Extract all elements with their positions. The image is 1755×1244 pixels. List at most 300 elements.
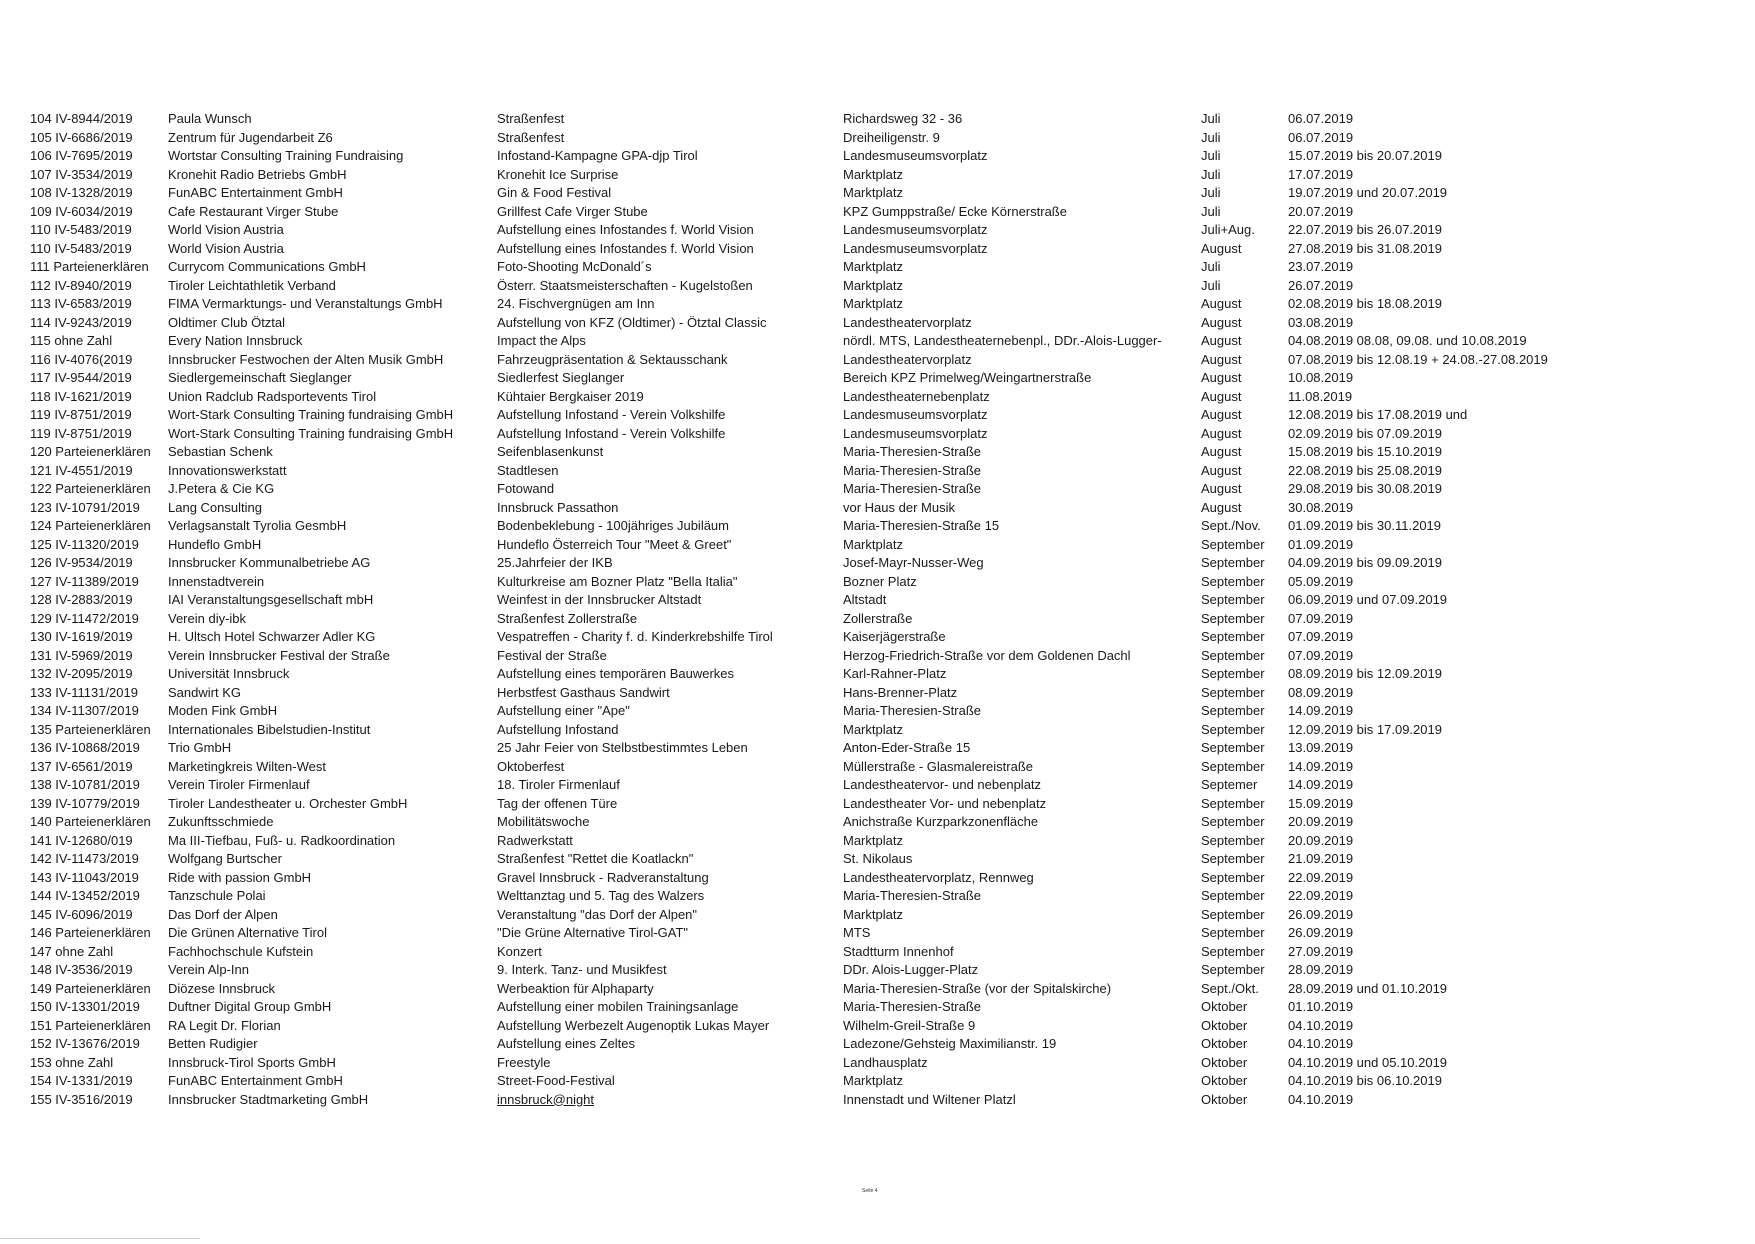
table-row — [30, 295, 1608, 314]
events-table-body — [30, 110, 1608, 1109]
entry-number-cell: 130 IV-1619/2019 — [30, 629, 133, 644]
table-row — [30, 351, 1608, 370]
event-name-cell: Infostand-Kampagne GPA-djp Tirol — [497, 148, 698, 163]
event-name-cell: Aufstellung eines Zeltes — [497, 1036, 636, 1051]
location-cell: Landestheaternebenplatz — [843, 388, 990, 404]
location-cell: Maria-Theresien-Straße 15 — [843, 518, 1000, 533]
table-row — [30, 406, 1608, 425]
location-cell: Landestheatervor- und nebenplatz — [843, 777, 1042, 792]
month-cell: September — [1201, 758, 1265, 774]
event-name-cell: Straßenfest "Rettet die Koatlackn" — [497, 851, 694, 866]
table-row — [30, 924, 1608, 943]
table-row — [30, 110, 1608, 129]
organizer-cell: Innenstadtverein — [168, 573, 265, 589]
date-cell: 06.07.2019 — [1288, 111, 1354, 126]
month-cell: September — [1201, 647, 1265, 663]
month-cell: Septemer — [1201, 777, 1258, 792]
entry-number-cell: 110 IV-5483/2019 — [30, 222, 132, 237]
date-cell: 27.09.2019 — [1288, 943, 1354, 959]
table-row — [30, 203, 1608, 222]
date-cell: 07.09.2019 — [1288, 610, 1354, 626]
event-name-cell: Vespatreffen - Charity f. d. Kinderkrebshilfe Tirol — [497, 629, 773, 644]
organizer-cell: Hundeflo GmbH — [168, 536, 262, 552]
event-name-cell: Aufstellung einer mobilen Trainingsanlage — [497, 999, 739, 1014]
month-cell: Juli — [1201, 203, 1221, 219]
month-cell: September — [1201, 943, 1265, 959]
date-cell: 20.07.2019 — [1288, 203, 1354, 219]
entry-number-cell: 121 IV-4551/2019 — [30, 462, 133, 478]
event-name-cell: Grillfest Cafe Virger Stube — [497, 203, 648, 219]
organizer-cell: Moden Fink GmbH — [168, 703, 278, 718]
month-cell: Oktober — [1201, 1017, 1248, 1033]
table-row — [30, 758, 1608, 777]
date-cell: 28.09.2019 und 01.10.2019 — [1288, 980, 1448, 996]
entry-number-cell: 134 IV-11307/2019 — [30, 703, 139, 718]
month-cell: Juli — [1201, 129, 1221, 145]
location-cell: Kaiserjägerstraße — [843, 629, 946, 644]
organizer-cell: Lang Consulting — [168, 499, 262, 515]
event-name-cell: Gravel Innsbruck - Radveranstaltung — [497, 869, 709, 885]
entry-number-cell: 145 IV-6096/2019 — [30, 906, 133, 922]
table-row — [30, 166, 1608, 185]
organizer-cell: Zentrum für Jugendarbeit Z6 — [168, 129, 333, 145]
entry-number-cell: 149 Parteienerklären — [30, 980, 151, 996]
location-cell: Marktplatz — [843, 906, 903, 922]
event-name-cell: Bodenbeklebung - 100jähriges Jubiläum — [497, 518, 729, 533]
organizer-cell: RA Legit Dr. Florian — [168, 1017, 281, 1033]
event-name-cell: Gin & Food Festival — [497, 185, 612, 200]
month-cell: September — [1201, 573, 1265, 589]
entry-number-cell: 152 IV-13676/2019 — [30, 1036, 140, 1051]
month-cell: Juli — [1201, 185, 1221, 200]
location-cell: Dreiheiligenstr. 9 — [843, 129, 940, 145]
event-name-cell: 24. Fischvergnügen am Inn — [497, 296, 655, 311]
date-cell: 07.09.2019 — [1288, 629, 1354, 644]
event-name-cell: Innsbruck Passathon — [497, 499, 619, 515]
date-cell: 06.09.2019 und 07.09.2019 — [1288, 592, 1448, 607]
month-cell: August — [1201, 240, 1242, 256]
month-cell: September — [1201, 740, 1265, 755]
organizer-cell: Tanzschule Polai — [168, 888, 266, 903]
entry-number-cell: 151 Parteienerklären — [30, 1017, 151, 1033]
month-cell: September — [1201, 869, 1265, 885]
table-row — [30, 980, 1608, 999]
entry-number-cell: 112 IV-8940/2019 — [30, 277, 132, 293]
entry-number-cell: 119 IV-8751/2019 — [30, 407, 132, 422]
event-name-cell: Aufstellung Infostand - Verein Volkshilfe — [497, 407, 726, 422]
organizer-cell: World Vision Austria — [168, 222, 284, 237]
event-name-cell: Kühtaier Bergkaiser 2019 — [497, 388, 644, 404]
date-cell: 02.08.2019 bis 18.08.2019 — [1288, 296, 1442, 311]
location-cell: Maria-Theresien-Straße — [843, 703, 981, 718]
location-cell: Marktplatz — [843, 1073, 903, 1088]
table-row — [30, 998, 1608, 1017]
table-row — [30, 554, 1608, 573]
location-cell: Maria-Theresien-Straße (vor der Spitalskirche) — [843, 980, 1112, 996]
organizer-cell: IAI Veranstaltungsgesellschaft mbH — [168, 592, 374, 607]
entry-number-cell: 122 Parteienerklären — [30, 481, 151, 496]
location-cell: Landesmuseumsvorplatz — [843, 222, 988, 237]
organizer-cell: Verlagsanstalt Tyrolia GesmbH — [168, 518, 347, 533]
month-cell: Juli — [1201, 259, 1221, 274]
month-cell: Oktober — [1201, 1073, 1248, 1088]
organizer-cell: Zukunftsschmiede — [168, 814, 274, 829]
month-cell: September — [1201, 629, 1265, 644]
entry-number-cell: 105 IV-6686/2019 — [30, 129, 133, 145]
entry-number-cell: 104 IV-8944/2019 — [30, 111, 133, 126]
table-row — [30, 573, 1608, 592]
entry-number-cell: 116 IV-4076(2019 — [30, 351, 133, 367]
date-cell: 04.10.2019 — [1288, 1091, 1354, 1107]
table-row — [30, 184, 1608, 203]
entry-number-cell: 107 IV-3534/2019 — [30, 166, 133, 182]
organizer-cell: Betten Rudigier — [168, 1036, 258, 1051]
location-cell: Landestheatervorplatz — [843, 351, 972, 367]
date-cell: 14.09.2019 — [1288, 777, 1354, 792]
date-cell: 04.09.2019 bis 09.09.2019 — [1288, 555, 1442, 570]
month-cell: September — [1201, 814, 1265, 829]
organizer-cell: Universität Innsbruck — [168, 666, 290, 681]
date-cell: 28.09.2019 — [1288, 962, 1354, 977]
month-cell: September — [1201, 925, 1265, 940]
date-cell: 27.08.2019 bis 31.08.2019 — [1288, 240, 1442, 256]
date-cell: 22.09.2019 — [1288, 888, 1354, 903]
date-cell: 04.10.2019 und 05.10.2019 — [1288, 1054, 1448, 1070]
month-cell: September — [1201, 795, 1265, 811]
date-cell: 12.08.2019 bis 17.08.2019 und — [1288, 407, 1468, 422]
date-cell: 01.10.2019 — [1288, 999, 1354, 1014]
location-cell: Ladezone/Gehsteig Maximilianstr. 19 — [843, 1036, 1057, 1051]
location-cell: Innenstadt und Wiltener Platzl — [843, 1091, 1016, 1107]
date-cell: 15.09.2019 — [1288, 795, 1354, 811]
table-row — [30, 887, 1608, 906]
location-cell: Bereich KPZ Primelweg/Weingartnerstraße — [843, 370, 1092, 385]
location-cell: Landhausplatz — [843, 1054, 928, 1070]
table-row — [30, 795, 1608, 814]
event-name-cell: Konzert — [497, 943, 542, 959]
entry-number-cell: 155 IV-3516/2019 — [30, 1091, 133, 1107]
location-cell: Richardsweg 32 - 36 — [843, 111, 963, 126]
month-cell: August — [1201, 481, 1242, 496]
month-cell: September — [1201, 610, 1265, 626]
entry-number-cell: 110 IV-5483/2019 — [30, 240, 132, 256]
event-name-cell: 25 Jahr Feier von Stelbstbestimmtes Leben — [497, 740, 748, 755]
organizer-cell: FunABC Entertainment GmbH — [168, 185, 343, 200]
events-table — [30, 110, 1608, 1109]
location-cell: Josef-Mayr-Nusser-Weg — [843, 555, 984, 570]
table-row — [30, 1017, 1608, 1036]
location-cell: Landesmuseumsvorplatz — [843, 407, 988, 422]
event-name-cell: Aufstellung Infostand — [497, 721, 619, 737]
event-name-cell: Herbstfest Gasthaus Sandwirt — [497, 684, 670, 700]
organizer-cell: Wort-Stark Consulting Training fundraising GmbH — [168, 425, 454, 441]
location-cell: Landestheatervorplatz, Rennweg — [843, 869, 1034, 885]
location-cell: Landesmuseumsvorplatz — [843, 240, 988, 256]
organizer-cell: Every Nation Innsbruck — [168, 333, 303, 348]
organizer-cell: Innovationswerkstatt — [168, 462, 287, 478]
location-cell: Maria-Theresien-Straße — [843, 888, 981, 903]
table-row — [30, 536, 1608, 555]
organizer-cell: Ride with passion GmbH — [168, 869, 312, 885]
month-cell: August — [1201, 370, 1242, 385]
event-name-cell: Werbeaktion für Alphaparty — [497, 980, 654, 996]
date-cell: 02.09.2019 bis 07.09.2019 — [1288, 425, 1442, 441]
organizer-cell: Tiroler Landestheater u. Orchester GmbH — [168, 795, 408, 811]
date-cell: 08.09.2019 bis 12.09.2019 — [1288, 666, 1442, 681]
date-cell: 20.09.2019 — [1288, 814, 1354, 829]
table-row — [30, 628, 1608, 647]
event-name-cell: Freestyle — [497, 1054, 551, 1070]
entry-number-cell: 141 IV-12680/019 — [30, 832, 133, 848]
event-name-cell: Aufstellung eines temporären Bauwerkes — [497, 666, 735, 681]
entry-number-cell: 143 IV-11043/2019 — [30, 869, 139, 885]
event-name-cell: Stadtlesen — [497, 462, 559, 478]
month-cell: Juli — [1201, 166, 1221, 182]
organizer-cell: Verein Innsbrucker Festival der Straße — [168, 647, 390, 663]
month-cell: September — [1201, 906, 1265, 922]
date-cell: 07.09.2019 — [1288, 647, 1354, 663]
organizer-cell: Diözese Innsbruck — [168, 980, 275, 996]
table-row — [30, 480, 1608, 499]
organizer-cell: Siedlergemeinschaft Sieglanger — [168, 370, 352, 385]
entry-number-cell: 127 IV-11389/2019 — [30, 573, 139, 589]
entry-number-cell: 131 IV-5969/2019 — [30, 647, 133, 663]
table-row — [30, 462, 1608, 481]
event-name-cell: Kulturkreise am Bozner Platz "Bella Italia" — [497, 573, 738, 589]
month-cell: September — [1201, 721, 1265, 737]
event-name-cell: Siedlerfest Sieglanger — [497, 370, 625, 385]
date-cell: 11.08.2019 — [1288, 388, 1353, 404]
location-cell: Marktplatz — [843, 166, 903, 182]
scan-edge-line — [0, 1238, 200, 1239]
date-cell: 04.10.2019 bis 06.10.2019 — [1288, 1073, 1442, 1088]
table-row — [30, 961, 1608, 980]
month-cell: August — [1201, 296, 1242, 311]
date-cell: 14.09.2019 — [1288, 758, 1354, 774]
event-name-cell: Seifenblasenkunst — [497, 444, 604, 459]
month-cell: September — [1201, 666, 1265, 681]
month-cell: September — [1201, 684, 1265, 700]
entry-number-cell: 124 Parteienerklären — [30, 518, 151, 533]
organizer-cell: Cafe Restaurant Virger Stube — [168, 203, 339, 219]
month-cell: September — [1201, 536, 1265, 552]
table-row — [30, 906, 1608, 925]
month-cell: August — [1201, 425, 1242, 441]
event-name-cell: Weinfest in der Innsbrucker Altstadt — [497, 592, 702, 607]
organizer-cell: Oldtimer Club Ötztal — [168, 314, 286, 330]
month-cell: Sept./Nov. — [1201, 518, 1261, 533]
entry-number-cell: 106 IV-7695/2019 — [30, 148, 133, 163]
location-cell: Marktplatz — [843, 185, 903, 200]
location-cell: Müllerstraße - Glasmalereistraße — [843, 758, 1033, 774]
table-row — [30, 221, 1608, 240]
location-cell: St. Nikolaus — [843, 851, 913, 866]
entry-number-cell: 150 IV-13301/2019 — [30, 999, 140, 1014]
location-cell: Marktplatz — [843, 832, 903, 848]
organizer-cell: H. Ultsch Hotel Schwarzer Adler KG — [168, 629, 376, 644]
organizer-cell: Wort-Stark Consulting Training fundraising GmbH — [168, 407, 454, 422]
location-cell: Anton-Eder-Straße 15 — [843, 740, 971, 755]
date-cell: 04.08.2019 08.08, 09.08. und 10.08.2019 — [1288, 333, 1527, 348]
entry-number-cell: 115 ohne Zahl — [30, 333, 113, 348]
event-name-cell: Foto-Shooting McDonald´s — [497, 259, 652, 274]
table-row — [30, 147, 1608, 166]
table-row — [30, 443, 1608, 462]
month-cell: Juli — [1201, 111, 1221, 126]
event-name-cell: Radwerkstatt — [497, 832, 573, 848]
month-cell: September — [1201, 962, 1265, 977]
location-cell: Bozner Platz — [843, 573, 917, 589]
organizer-cell: Verein diy-ibk — [168, 610, 247, 626]
organizer-cell: Sebastian Schenk — [168, 444, 273, 459]
event-name-cell: 25.Jahrfeier der IKB — [497, 555, 613, 570]
organizer-cell: Wolfgang Burtscher — [168, 851, 282, 866]
location-cell: Marktplatz — [843, 277, 903, 293]
location-cell: Marktplatz — [843, 259, 903, 274]
table-row — [30, 517, 1608, 536]
table-row — [30, 739, 1608, 758]
entry-number-cell: 114 IV-9243/2019 — [30, 314, 132, 330]
table-row — [30, 240, 1608, 259]
date-cell: 15.07.2019 bis 20.07.2019 — [1288, 148, 1442, 163]
table-row — [30, 1091, 1608, 1110]
organizer-cell: Union Radclub Radsportevents Tirol — [168, 388, 377, 404]
table-row — [30, 684, 1608, 703]
organizer-cell: Marketingkreis Wilten-West — [168, 758, 326, 774]
table-row — [30, 702, 1608, 721]
date-cell: 15.08.2019 bis 15.10.2019 — [1288, 444, 1442, 459]
event-name-cell: Festival der Straße — [497, 647, 607, 663]
organizer-cell: Ma III-Tiefbau, Fuß- u. Radkoordination — [168, 832, 396, 848]
table-row — [30, 813, 1608, 832]
entry-number-cell: 139 IV-10779/2019 — [30, 795, 140, 811]
organizer-cell: Innsbruck-Tirol Sports GmbH — [168, 1054, 336, 1070]
event-name-cell: Aufstellung Werbezelt Augenoptik Lukas Mayer — [497, 1017, 770, 1033]
location-cell: Maria-Theresien-Straße — [843, 999, 981, 1014]
table-row — [30, 425, 1608, 444]
event-name-cell: Mobilitätswoche — [497, 814, 590, 829]
location-cell: Marktplatz — [843, 721, 903, 737]
date-cell: 19.07.2019 und 20.07.2019 — [1288, 185, 1448, 200]
organizer-cell: Innsbrucker Kommunalbetriebe AG — [168, 555, 371, 570]
table-row — [30, 647, 1608, 666]
entry-number-cell: 120 Parteienerklären — [30, 444, 151, 459]
organizer-cell: Kronehit Radio Betriebs GmbH — [168, 166, 347, 182]
entry-number-cell: 113 IV-6583/2019 — [30, 296, 132, 311]
organizer-cell: Die Grünen Alternative Tirol — [168, 925, 327, 940]
event-name-cell: Aufstellung von KFZ (Oldtimer) - Ötztal Classic — [497, 314, 767, 330]
date-cell: 10.08.2019 — [1288, 370, 1354, 385]
table-row — [30, 388, 1608, 407]
date-cell: 20.09.2019 — [1288, 832, 1354, 848]
date-cell: 01.09.2019 bis 30.11.2019 — [1288, 518, 1442, 533]
month-cell: September — [1201, 851, 1265, 866]
date-cell: 03.08.2019 — [1288, 314, 1354, 330]
location-cell: Herzog-Friedrich-Straße vor dem Goldenen Dachl — [843, 647, 1131, 663]
organizer-cell: Das Dorf der Alpen — [168, 906, 278, 922]
date-cell: 07.08.2019 bis 12.08.19 + 24.08.-27.08.2019 — [1288, 351, 1548, 367]
entry-number-cell: 146 Parteienerklären — [30, 925, 151, 940]
entry-number-cell: 126 IV-9534/2019 — [30, 555, 133, 570]
event-name-cell: Straßenfest — [497, 111, 565, 126]
date-cell: 23.07.2019 — [1288, 259, 1354, 274]
month-cell: Sept./Okt. — [1201, 980, 1259, 996]
event-name-cell: Hundeflo Österreich Tour "Meet & Greet" — [497, 536, 732, 552]
entry-number-cell: 133 IV-11131/2019 — [30, 684, 138, 700]
location-cell: Marktplatz — [843, 536, 903, 552]
month-cell: August — [1201, 444, 1242, 459]
month-cell: August — [1201, 333, 1242, 348]
location-cell: MTS — [843, 925, 871, 940]
month-cell: Juli+Aug. — [1201, 222, 1255, 237]
event-name-cell: Aufstellung Infostand - Verein Volkshilfe — [497, 425, 726, 441]
location-cell: Maria-Theresien-Straße — [843, 481, 981, 496]
organizer-cell: Innsbrucker Festwochen der Alten Musik GmbH — [168, 351, 444, 367]
location-cell: Landestheatervorplatz — [843, 314, 972, 330]
location-cell: Landestheater Vor- und nebenplatz — [843, 795, 1047, 811]
date-cell: 14.09.2019 — [1288, 703, 1354, 718]
location-cell: vor Haus der Musik — [843, 499, 955, 515]
month-cell: September — [1201, 592, 1265, 607]
entry-number-cell: 135 Parteienerklären — [30, 721, 151, 737]
organizer-cell: Currycom Communications GmbH — [168, 259, 366, 274]
page-number: Seite 4 — [862, 1188, 878, 1194]
month-cell: Oktober — [1201, 1036, 1248, 1051]
table-row — [30, 1035, 1608, 1054]
event-name-cell: Oktoberfest — [497, 758, 565, 774]
location-cell: Anichstraße Kurzparkzonenfläche — [843, 814, 1039, 829]
organizer-cell: Verein Alp-Inn — [168, 962, 249, 977]
location-cell: nördl. MTS, Landestheaternebenpl., DDr.-Alois-Lugger- — [843, 333, 1162, 348]
entry-number-cell: 109 IV-6034/2019 — [30, 203, 133, 219]
table-row — [30, 591, 1608, 610]
month-cell: August — [1201, 499, 1242, 515]
table-row — [30, 258, 1608, 277]
entry-number-cell: 132 IV-2095/2019 — [30, 666, 133, 681]
location-cell: KPZ Gumppstraße/ Ecke Körnerstraße — [843, 203, 1067, 219]
table-row — [30, 1054, 1608, 1073]
table-row — [30, 1072, 1608, 1091]
location-cell: Altstadt — [843, 592, 887, 607]
month-cell: September — [1201, 703, 1265, 718]
date-cell: 22.08.2019 bis 25.08.2019 — [1288, 462, 1442, 478]
event-name-cell: Fahrzeugpräsentation & Sektausschank — [497, 351, 728, 367]
location-cell: Hans-Brenner-Platz — [843, 684, 958, 700]
organizer-cell: Verein Tiroler Firmenlauf — [168, 777, 310, 792]
location-cell: Stadtturm Innenhof — [843, 943, 954, 959]
event-name-cell: Street-Food-Festival — [497, 1073, 615, 1088]
event-name-cell: Aufstellung eines Infostandes f. World Vision — [497, 240, 754, 256]
month-cell: Juli — [1201, 148, 1221, 163]
table-row — [30, 610, 1608, 629]
month-cell: September — [1201, 555, 1265, 570]
table-row — [30, 943, 1608, 962]
entry-number-cell: 140 Parteienerklären — [30, 814, 151, 829]
location-cell: Marktplatz — [843, 296, 903, 311]
entry-number-cell: 123 IV-10791/2019 — [30, 499, 140, 515]
date-cell: 21.09.2019 — [1288, 851, 1354, 866]
month-cell: September — [1201, 888, 1265, 903]
table-row — [30, 499, 1608, 518]
entry-number-cell: 147 ohne Zahl — [30, 943, 114, 959]
month-cell: Oktober — [1201, 1091, 1248, 1107]
month-cell: August — [1201, 388, 1242, 404]
date-cell: 06.07.2019 — [1288, 129, 1354, 145]
month-cell: August — [1201, 462, 1242, 478]
date-cell: 05.09.2019 — [1288, 573, 1354, 589]
entry-number-cell: 128 IV-2883/2019 — [30, 592, 133, 607]
organizer-cell: Sandwirt KG — [168, 684, 241, 700]
